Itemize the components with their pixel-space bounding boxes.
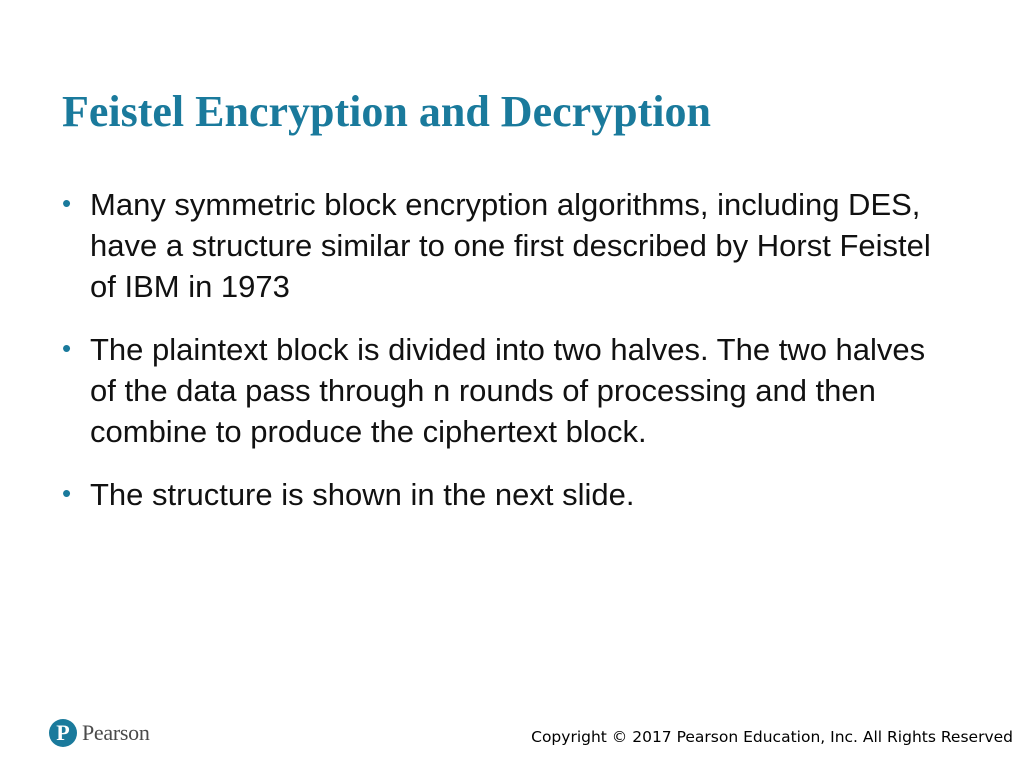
bullet-text: The plaintext block is divided into two halves. The two halves of the data pass through n rounds of processing and then combine to produce the ciphertext block. xyxy=(90,332,926,449)
bullet-dot-icon: • xyxy=(62,478,72,508)
bullet-dot-icon: • xyxy=(62,188,72,218)
pearson-logo-icon: P xyxy=(49,719,77,747)
bullet-text: The structure is shown in the next slide. xyxy=(90,477,635,512)
bullet-item xyxy=(62,184,942,307)
copyright-notice: Copyright © 2017 Pearson Education, Inc. All Rights Reserved xyxy=(531,728,1013,746)
bullet-list xyxy=(62,184,942,537)
bullet-dot-icon: • xyxy=(62,333,72,363)
pearson-logo xyxy=(49,719,150,747)
bullet-item xyxy=(62,329,942,452)
slide-title: Feistel Encryption and Decryption xyxy=(62,87,711,136)
pearson-wordmark: Pearson xyxy=(82,720,150,745)
bullet-item xyxy=(62,474,942,515)
bullet-text: Many symmetric block encryption algorithms, including DES, have a structure similar to one first described by Horst Feistel of IBM in 1973 xyxy=(90,187,931,304)
